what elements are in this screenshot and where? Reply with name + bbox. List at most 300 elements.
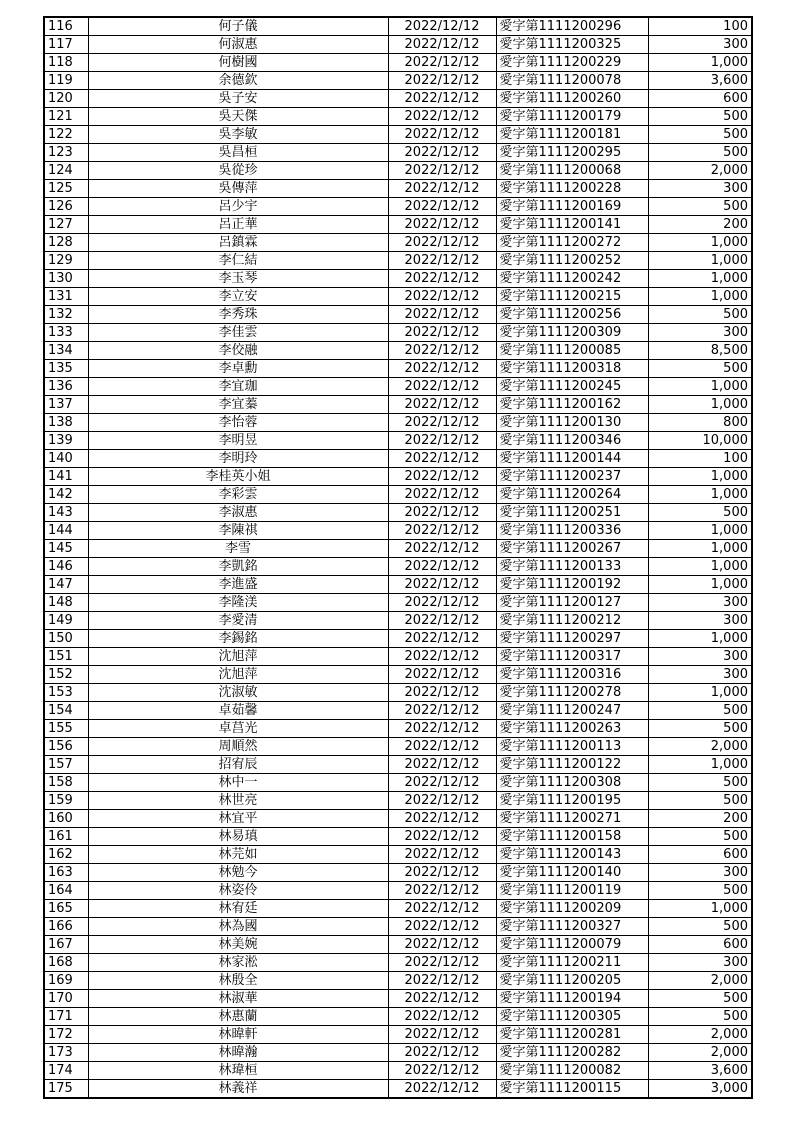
receipt-number: 愛字第1111200245 [496, 378, 648, 396]
donor-name: 林易瑱 [88, 828, 388, 846]
donor-name: 李立安 [88, 288, 388, 306]
donor-name: 李淑惠 [88, 504, 388, 522]
row-number: 139 [44, 432, 88, 450]
donor-name: 何子儀 [88, 17, 388, 36]
donor-name: 林義祥 [88, 1080, 388, 1099]
donor-name: 呂鎮霖 [88, 234, 388, 252]
receipt-number: 愛字第1111200143 [496, 846, 648, 864]
donor-name: 李明玲 [88, 450, 388, 468]
table-row [44, 936, 752, 954]
donation-amount: 1,000 [648, 540, 752, 558]
table-row [44, 432, 752, 450]
donor-name: 李桂英小姐 [88, 468, 388, 486]
receipt-number: 愛字第1111200127 [496, 594, 648, 612]
donation-amount: 2,000 [648, 1044, 752, 1062]
row-number: 119 [44, 72, 88, 90]
table-row [44, 864, 752, 882]
receipt-number: 愛字第1111200309 [496, 324, 648, 342]
donation-amount: 200 [648, 216, 752, 234]
donation-date: 2022/12/12 [388, 756, 496, 774]
donation-amount: 1,000 [648, 468, 752, 486]
donation-amount: 1,000 [648, 270, 752, 288]
row-number: 164 [44, 882, 88, 900]
donation-date: 2022/12/12 [388, 126, 496, 144]
donor-name: 沈淑敏 [88, 684, 388, 702]
donor-name: 沈旭萍 [88, 666, 388, 684]
donation-date: 2022/12/12 [388, 288, 496, 306]
table-row [44, 17, 752, 36]
receipt-number: 愛字第1111200228 [496, 180, 648, 198]
donor-name: 李進盛 [88, 576, 388, 594]
donation-date: 2022/12/12 [388, 90, 496, 108]
table-row [44, 1062, 752, 1080]
donation-date: 2022/12/12 [388, 1044, 496, 1062]
receipt-number: 愛字第1111200251 [496, 504, 648, 522]
row-number: 137 [44, 396, 88, 414]
donation-amount: 1,000 [648, 396, 752, 414]
receipt-number: 愛字第1111200144 [496, 450, 648, 468]
donation-amount: 100 [648, 450, 752, 468]
donation-amount: 300 [648, 864, 752, 882]
row-number: 160 [44, 810, 88, 828]
donation-date: 2022/12/12 [388, 522, 496, 540]
donation-amount: 300 [648, 36, 752, 54]
receipt-number: 愛字第1111200282 [496, 1044, 648, 1062]
row-number: 130 [44, 270, 88, 288]
donation-amount: 1,000 [648, 576, 752, 594]
receipt-number: 愛字第1111200264 [496, 486, 648, 504]
donor-name: 卓莒光 [88, 720, 388, 738]
table-row [44, 396, 752, 414]
table-row [44, 288, 752, 306]
row-number: 131 [44, 288, 88, 306]
donation-date: 2022/12/12 [388, 594, 496, 612]
table-row [44, 72, 752, 90]
receipt-number: 愛字第1111200215 [496, 288, 648, 306]
receipt-number: 愛字第1111200079 [496, 936, 648, 954]
donor-name: 吳天傑 [88, 108, 388, 126]
donation-amount: 1,000 [648, 54, 752, 72]
row-number: 172 [44, 1026, 88, 1044]
donation-date: 2022/12/12 [388, 486, 496, 504]
table-row [44, 684, 752, 702]
donation-date: 2022/12/12 [388, 17, 496, 36]
donor-name: 林淑華 [88, 990, 388, 1008]
donation-date: 2022/12/12 [388, 396, 496, 414]
row-number: 133 [44, 324, 88, 342]
row-number: 151 [44, 648, 88, 666]
row-number: 161 [44, 828, 88, 846]
row-number: 170 [44, 990, 88, 1008]
row-number: 118 [44, 54, 88, 72]
row-number: 134 [44, 342, 88, 360]
donation-amount: 100 [648, 17, 752, 36]
table-row [44, 792, 752, 810]
donor-name: 李佳雲 [88, 324, 388, 342]
donation-amount: 1,000 [648, 486, 752, 504]
donation-amount: 500 [648, 108, 752, 126]
receipt-number: 愛字第1111200141 [496, 216, 648, 234]
table-row [44, 666, 752, 684]
row-number: 153 [44, 684, 88, 702]
donor-name: 林暐軒 [88, 1026, 388, 1044]
receipt-number: 愛字第1111200212 [496, 612, 648, 630]
donation-date: 2022/12/12 [388, 360, 496, 378]
row-number: 132 [44, 306, 88, 324]
row-number: 135 [44, 360, 88, 378]
table-row [44, 882, 752, 900]
table-row [44, 378, 752, 396]
receipt-number: 愛字第1111200158 [496, 828, 648, 846]
receipt-number: 愛字第1111200068 [496, 162, 648, 180]
donation-amount: 1,000 [648, 522, 752, 540]
donation-amount: 500 [648, 774, 752, 792]
table-row [44, 306, 752, 324]
table-row [44, 954, 752, 972]
donation-date: 2022/12/12 [388, 828, 496, 846]
donation-date: 2022/12/12 [388, 540, 496, 558]
receipt-number: 愛字第1111200237 [496, 468, 648, 486]
donation-date: 2022/12/12 [388, 684, 496, 702]
table-row [44, 540, 752, 558]
table-row [44, 36, 752, 54]
row-number: 138 [44, 414, 88, 432]
donation-date: 2022/12/12 [388, 1062, 496, 1080]
donation-date: 2022/12/12 [388, 72, 496, 90]
donor-name: 何淑惠 [88, 36, 388, 54]
donation-date: 2022/12/12 [388, 882, 496, 900]
receipt-number: 愛字第1111200336 [496, 522, 648, 540]
donation-amount: 500 [648, 1008, 752, 1026]
receipt-number: 愛字第1111200296 [496, 17, 648, 36]
donation-amount: 2,000 [648, 738, 752, 756]
table-row [44, 90, 752, 108]
receipt-number: 愛字第1111200169 [496, 198, 648, 216]
donation-amount: 2,000 [648, 1026, 752, 1044]
table-row [44, 486, 752, 504]
receipt-number: 愛字第1111200181 [496, 126, 648, 144]
row-number: 166 [44, 918, 88, 936]
donation-amount: 1,000 [648, 900, 752, 918]
table-row [44, 450, 752, 468]
donor-name: 林宥廷 [88, 900, 388, 918]
receipt-number: 愛字第1111200260 [496, 90, 648, 108]
donation-date: 2022/12/12 [388, 234, 496, 252]
donation-date: 2022/12/12 [388, 342, 496, 360]
donation-date: 2022/12/12 [388, 972, 496, 990]
table-body [44, 17, 752, 1098]
row-number: 145 [44, 540, 88, 558]
receipt-number: 愛字第1111200316 [496, 666, 648, 684]
donor-name: 余德欽 [88, 72, 388, 90]
donor-name: 林暐瀚 [88, 1044, 388, 1062]
donor-name: 林中一 [88, 774, 388, 792]
receipt-number: 愛字第1111200278 [496, 684, 648, 702]
donor-name: 林家淞 [88, 954, 388, 972]
row-number: 167 [44, 936, 88, 954]
donor-name: 林瑋桓 [88, 1062, 388, 1080]
receipt-number: 愛字第1111200205 [496, 972, 648, 990]
table-row [44, 558, 752, 576]
row-number: 168 [44, 954, 88, 972]
row-number: 116 [44, 17, 88, 36]
receipt-number: 愛字第1111200195 [496, 792, 648, 810]
row-number: 150 [44, 630, 88, 648]
donation-amount: 500 [648, 720, 752, 738]
table-row [44, 468, 752, 486]
donation-amount: 1,000 [648, 234, 752, 252]
donation-date: 2022/12/12 [388, 558, 496, 576]
row-number: 147 [44, 576, 88, 594]
donation-date: 2022/12/12 [388, 180, 496, 198]
table-row [44, 810, 752, 828]
row-number: 128 [44, 234, 88, 252]
table-row [44, 774, 752, 792]
table-row [44, 648, 752, 666]
donation-date: 2022/12/12 [388, 1080, 496, 1099]
donor-name: 李怡蓉 [88, 414, 388, 432]
donation-date: 2022/12/12 [388, 774, 496, 792]
row-number: 144 [44, 522, 88, 540]
table-row [44, 918, 752, 936]
donation-amount: 300 [648, 648, 752, 666]
row-number: 127 [44, 216, 88, 234]
donor-name: 李宜珈 [88, 378, 388, 396]
row-number: 126 [44, 198, 88, 216]
row-number: 152 [44, 666, 88, 684]
donation-date: 2022/12/12 [388, 162, 496, 180]
receipt-number: 愛字第1111200133 [496, 558, 648, 576]
table-row [44, 414, 752, 432]
donation-date: 2022/12/12 [388, 432, 496, 450]
table-row [44, 144, 752, 162]
donation-date: 2022/12/12 [388, 864, 496, 882]
donor-name: 林美婉 [88, 936, 388, 954]
donor-name: 吳昌桓 [88, 144, 388, 162]
table-row [44, 180, 752, 198]
donation-amount: 500 [648, 504, 752, 522]
donation-amount: 1,000 [648, 252, 752, 270]
donation-date: 2022/12/12 [388, 846, 496, 864]
receipt-number: 愛字第1111200209 [496, 900, 648, 918]
donation-date: 2022/12/12 [388, 612, 496, 630]
donation-date: 2022/12/12 [388, 54, 496, 72]
donor-name: 李玉琴 [88, 270, 388, 288]
table-row [44, 342, 752, 360]
donation-amount: 2,000 [648, 162, 752, 180]
row-number: 157 [44, 756, 88, 774]
donation-date: 2022/12/12 [388, 144, 496, 162]
row-number: 149 [44, 612, 88, 630]
donation-date: 2022/12/12 [388, 630, 496, 648]
donation-date: 2022/12/12 [388, 954, 496, 972]
row-number: 171 [44, 1008, 88, 1026]
donation-date: 2022/12/12 [388, 378, 496, 396]
donation-amount: 1,000 [648, 558, 752, 576]
donor-name: 李隆渼 [88, 594, 388, 612]
receipt-number: 愛字第1111200295 [496, 144, 648, 162]
table-row [44, 162, 752, 180]
table-row [44, 756, 752, 774]
donation-date: 2022/12/12 [388, 324, 496, 342]
donation-amount: 8,500 [648, 342, 752, 360]
donation-amount: 500 [648, 990, 752, 1008]
donation-amount: 300 [648, 666, 752, 684]
donation-date: 2022/12/12 [388, 648, 496, 666]
donor-name: 李雪 [88, 540, 388, 558]
donation-amount: 3,600 [648, 1062, 752, 1080]
donor-name: 李仁結 [88, 252, 388, 270]
row-number: 154 [44, 702, 88, 720]
donor-name: 招宥辰 [88, 756, 388, 774]
receipt-number: 愛字第1111200281 [496, 1026, 648, 1044]
row-number: 141 [44, 468, 88, 486]
donation-amount: 600 [648, 90, 752, 108]
donation-amount: 300 [648, 324, 752, 342]
table-row [44, 234, 752, 252]
table-row [44, 360, 752, 378]
row-number: 140 [44, 450, 88, 468]
table-row [44, 1008, 752, 1026]
donation-date: 2022/12/12 [388, 450, 496, 468]
donation-amount: 500 [648, 198, 752, 216]
donor-name: 周順然 [88, 738, 388, 756]
receipt-number: 愛字第1111200119 [496, 882, 648, 900]
donation-amount: 500 [648, 306, 752, 324]
receipt-number: 愛字第1111200305 [496, 1008, 648, 1026]
donation-date: 2022/12/12 [388, 720, 496, 738]
donor-name: 李宜蓁 [88, 396, 388, 414]
donor-name: 林姿伶 [88, 882, 388, 900]
donation-amount: 300 [648, 612, 752, 630]
row-number: 120 [44, 90, 88, 108]
table-row [44, 738, 752, 756]
table-row [44, 198, 752, 216]
donation-amount: 500 [648, 360, 752, 378]
row-number: 162 [44, 846, 88, 864]
donor-name: 林殷全 [88, 972, 388, 990]
receipt-number: 愛字第1111200256 [496, 306, 648, 324]
receipt-number: 愛字第1111200318 [496, 360, 648, 378]
receipt-number: 愛字第1111200211 [496, 954, 648, 972]
table-row [44, 270, 752, 288]
donor-name: 李佼融 [88, 342, 388, 360]
donation-date: 2022/12/12 [388, 1008, 496, 1026]
receipt-number: 愛字第1111200140 [496, 864, 648, 882]
table-row [44, 1026, 752, 1044]
donation-amount: 300 [648, 594, 752, 612]
donation-date: 2022/12/12 [388, 792, 496, 810]
donation-amount: 500 [648, 144, 752, 162]
donation-date: 2022/12/12 [388, 306, 496, 324]
row-number: 148 [44, 594, 88, 612]
table-row [44, 990, 752, 1008]
receipt-number: 愛字第1111200122 [496, 756, 648, 774]
table-row [44, 576, 752, 594]
donation-amount: 1,000 [648, 756, 752, 774]
row-number: 123 [44, 144, 88, 162]
donation-amount: 500 [648, 792, 752, 810]
receipt-number: 愛字第1111200247 [496, 702, 648, 720]
table-row [44, 1044, 752, 1062]
row-number: 117 [44, 36, 88, 54]
donation-date: 2022/12/12 [388, 738, 496, 756]
donor-name: 李錫銘 [88, 630, 388, 648]
receipt-number: 愛字第1111200085 [496, 342, 648, 360]
table-row [44, 702, 752, 720]
donor-name: 吳子安 [88, 90, 388, 108]
donation-date: 2022/12/12 [388, 936, 496, 954]
row-number: 174 [44, 1062, 88, 1080]
receipt-number: 愛字第1111200242 [496, 270, 648, 288]
table-row [44, 252, 752, 270]
donation-amount: 500 [648, 882, 752, 900]
receipt-number: 愛字第1111200308 [496, 774, 648, 792]
table-row [44, 1080, 752, 1099]
table-row [44, 504, 752, 522]
receipt-number: 愛字第1111200272 [496, 234, 648, 252]
table-row [44, 54, 752, 72]
table-row [44, 522, 752, 540]
receipt-number: 愛字第1111200130 [496, 414, 648, 432]
donor-name: 林宜平 [88, 810, 388, 828]
table-row [44, 828, 752, 846]
donation-date: 2022/12/12 [388, 576, 496, 594]
donor-name: 吳從珍 [88, 162, 388, 180]
donor-name: 何樹國 [88, 54, 388, 72]
donation-date: 2022/12/12 [388, 666, 496, 684]
donor-name: 林惠蘭 [88, 1008, 388, 1026]
row-number: 159 [44, 792, 88, 810]
donor-name: 李凱銘 [88, 558, 388, 576]
donor-name: 李卓勳 [88, 360, 388, 378]
donation-amount: 3,000 [648, 1080, 752, 1099]
table-row [44, 900, 752, 918]
donation-date: 2022/12/12 [388, 990, 496, 1008]
table-row [44, 972, 752, 990]
donation-amount: 1,000 [648, 288, 752, 306]
donation-date: 2022/12/12 [388, 468, 496, 486]
donor-name: 吳李敏 [88, 126, 388, 144]
donation-amount: 800 [648, 414, 752, 432]
donation-date: 2022/12/12 [388, 504, 496, 522]
row-number: 146 [44, 558, 88, 576]
donor-name: 李愛清 [88, 612, 388, 630]
table-row [44, 126, 752, 144]
row-number: 158 [44, 774, 88, 792]
donation-amount: 300 [648, 954, 752, 972]
row-number: 122 [44, 126, 88, 144]
donation-amount: 200 [648, 810, 752, 828]
receipt-number: 愛字第1111200252 [496, 252, 648, 270]
donation-date: 2022/12/12 [388, 198, 496, 216]
receipt-number: 愛字第1111200194 [496, 990, 648, 1008]
donation-amount: 2,000 [648, 972, 752, 990]
receipt-number: 愛字第1111200113 [496, 738, 648, 756]
row-number: 173 [44, 1044, 88, 1062]
donation-amount: 300 [648, 180, 752, 198]
donor-name: 呂正華 [88, 216, 388, 234]
donation-date: 2022/12/12 [388, 36, 496, 54]
donation-amount: 500 [648, 918, 752, 936]
row-number: 124 [44, 162, 88, 180]
row-number: 156 [44, 738, 88, 756]
donation-date: 2022/12/12 [388, 414, 496, 432]
row-number: 143 [44, 504, 88, 522]
table-row [44, 630, 752, 648]
donation-amount: 500 [648, 828, 752, 846]
table-row [44, 594, 752, 612]
